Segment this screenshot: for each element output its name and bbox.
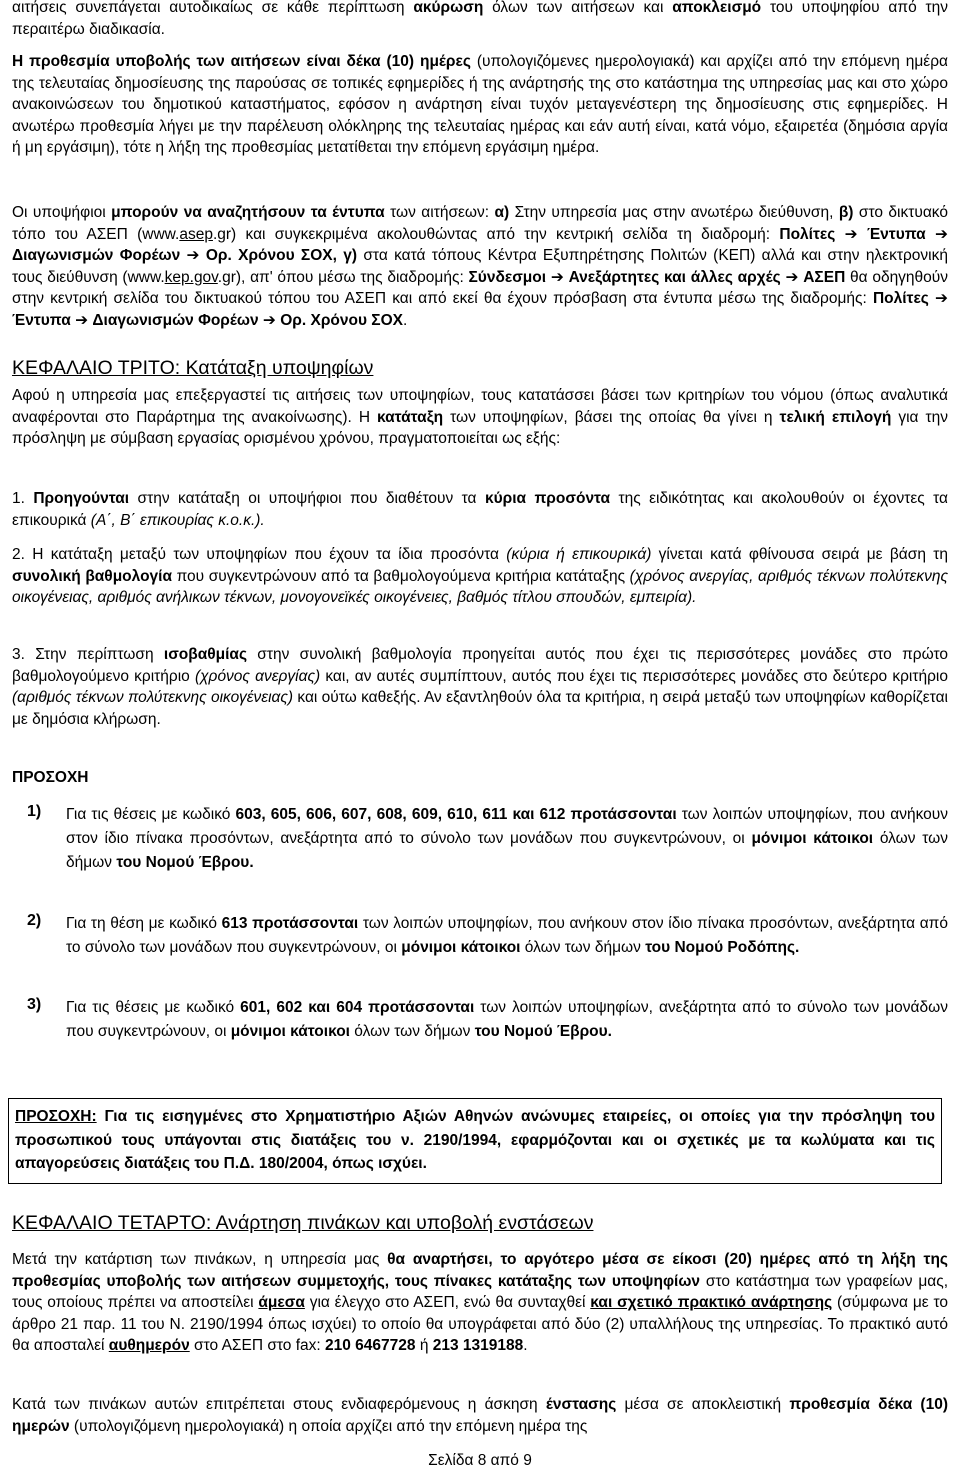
page-number: Σελίδα 8 από 9 xyxy=(428,1452,532,1469)
text: στην συνολική βαθμολογία προηγείται αυτός που έχει τις περισσότερες μονάδες στο πρώτο βαθμολογούμενο κριτήριο xyxy=(12,646,948,685)
bold-text: Διαγωνισμών Φορέων xyxy=(12,247,181,264)
bold-text: ένστασης xyxy=(545,1396,617,1413)
text: (υπολογιζόμενη ημερολογιακά) η οποία αρχίζει από την επόμενη ημέρα της xyxy=(69,1417,588,1435)
priority-item-text xyxy=(66,996,948,1044)
bold-text: Ορ. Χρόνου ΣΟΧ, γ) xyxy=(205,247,358,264)
text: όλων των αιτήσεων και xyxy=(483,0,673,16)
text: των αιτήσεων: xyxy=(384,204,495,221)
ranking-item-1 xyxy=(12,488,948,531)
arrow-icon: ➔ xyxy=(844,225,858,243)
bold-text: Έντυπα xyxy=(866,225,926,243)
bold-text: 213 1319188 xyxy=(432,1337,524,1354)
italic-text: (χρόνος ανεργίας) xyxy=(194,667,321,685)
underlined-text: αυθημερόν xyxy=(108,1337,190,1354)
bold-text: Η προθεσμία υποβολής των αιτήσεων είναι δέκα (10) ημέρες xyxy=(12,53,471,70)
bold-text: μπορούν να αναζητήσουν τα έντυπα xyxy=(111,204,385,221)
text: και ούτω καθεξής. Αν εξαντληθούν όλα τα κριτήρια, η σειρά μεταξύ των υποψηφίων καθορίζεται με δημόσια κλήρωση. xyxy=(12,689,948,728)
text: Οι υποψήφιοι xyxy=(12,204,112,221)
bold-text: τελική επιλογή xyxy=(779,408,892,426)
list-number: 2) xyxy=(27,912,42,929)
text: .gr), απ' όπου μέσω της διαδρομής: xyxy=(217,268,469,286)
text: Κατά των πινάκων αυτών επιτρέπεται στους ενδιαφερόμενους η άσκηση xyxy=(12,1396,546,1413)
ranking-item-3 xyxy=(12,644,948,730)
text: μέσα σε αποκλειστική xyxy=(616,1396,790,1413)
chapter-4-heading: ΚΕΦΑΛΑΙΟ ΤΕΤΑΡΤΟ: Ανάρτηση πινάκων και υποβολή ενστάσεων xyxy=(12,1212,594,1234)
text: για την πρόσληψη με σύμβαση εργασίας ορισμένου χρόνου, πραγματοποιείται ως εξής: xyxy=(12,408,948,447)
arrow-icon: ➔ xyxy=(550,268,564,286)
text: της ειδικότητας και ακολουθούν οι έχοντες τα επικουρικά xyxy=(12,490,948,529)
text: Για τις θέσεις με κωδικό xyxy=(66,999,241,1016)
text: θα οδηγηθούν στην κεντρική σελίδα του δικτυακού τόπου του ΑΣΕΠ και από εκεί θα έχουν πρόσβαση στα έντυπα μέσω της διαδρομής: xyxy=(12,268,949,307)
bold-text: Έντυπα xyxy=(12,311,71,329)
priority-item-text xyxy=(66,803,948,875)
paragraph-cancellation xyxy=(12,0,948,40)
text: Για τις εισηγμένες στο Χρηματιστήριο Αξιών Αθηνών ανώνυμες εταιρείες, οι οποίες για την πρόσληψη του προσωπικού τους υπάγονται στις διατάξεις του ν. 2190/1994, εφαρμόζονται και οι σχετικές με τα κωλύματα και τις απαγορεύσεις διατάξεις του Π.Δ. 180/2004, όπως ισχύει. xyxy=(15,1108,935,1172)
bold-text: του Νομού Έβρου. xyxy=(116,854,254,871)
arrow-icon: ➔ xyxy=(262,311,276,329)
notice-text xyxy=(15,1105,935,1176)
underlined-text: asep xyxy=(179,225,213,243)
text: που συγκεντρώνουν από τα βαθμολογούμενα κριτήρια κατάταξης xyxy=(172,567,630,585)
list-number: 1) xyxy=(27,803,42,820)
text: Για τις θέσεις με κωδικό xyxy=(66,806,236,823)
bold-text: 601, 602 και 604 προτάσσονται xyxy=(240,999,475,1016)
bold-text: Πολίτες xyxy=(779,225,836,243)
arrow-icon: ➔ xyxy=(785,268,799,286)
bold-text: ΑΣΕΠ xyxy=(803,268,846,286)
bold-text: Ανεξάρτητες και άλλες αρχές xyxy=(568,268,781,286)
list-number: 3) xyxy=(27,996,42,1013)
text: .gr) και συγκεκριμένα ακολουθώντας από την κεντρική σελίδα τη διαδρομή: xyxy=(212,225,780,243)
text: 2. Η κατάταξη μεταξύ των υποψηφίων που έχουν τα ίδια προσόντα xyxy=(12,546,507,563)
arrow-icon: ➔ xyxy=(186,247,200,264)
text: στην κατάταξη οι υποψήφιοι που διαθέτουν τα xyxy=(129,490,485,507)
paragraph-deadline xyxy=(12,51,948,159)
italic-text: (Α΄, Β΄ επικουρίας κ.ο.κ.). xyxy=(90,511,265,529)
priority-item-3 xyxy=(12,996,948,1044)
text: των λοιπών υποψηφίων, ανεξάρτητα από το σύνολο των μονάδων που συγκεντρώνουν, οι xyxy=(66,999,948,1040)
bold-text: προθεσμία δέκα (10) ημερών xyxy=(12,1396,948,1435)
bold-text: 210 6467728 xyxy=(325,1337,416,1354)
text: και, αν αυτές συμπίπτουν, αυτός που έχει τις περισσότερες μονάδες στο δεύτερο κριτήριο xyxy=(320,667,948,685)
bold-text: ακύρωση xyxy=(413,0,484,16)
bold-text: κύρια προσόντα xyxy=(484,490,611,507)
text: στο ΑΣΕΠ στο fax: xyxy=(189,1337,326,1354)
bold-text: α) xyxy=(494,204,510,221)
text: γίνεται κατά φθίνουσα σειρά με βάση τη xyxy=(651,546,949,563)
bold-text: β) xyxy=(838,204,854,221)
bold-text: συνολική βαθμολογία xyxy=(12,567,172,585)
text: (υπολογιζόμενες ημερολογιακά) και αρχίζει από την επόμενη ημέρα της τελευταίας δημοσίευσης της παρούσας σε τοπικές εφημερίδες ή της ανάρτησής της στο κατάστημα της υπηρεσίας μας και στο χώρο ανακοινώσεων του δημοτικού καταστήματος, εφόσον η ανάρτηση είναι τυχόν μεταγενέστερη της δημοσίευσης στις εφημερίδες. Η ανωτέρω προθεσμία λήγει με την παρέλευση ολόκληρης της τελευταίας ημέρας και εάν αυτή είναι, κατά νόμο, εξαιρετέα (δημόσια αργία ή μη εργάσιμη), τότε η λήξη της προθεσμίας μετατίθεται την επόμενη εργάσιμη ημέρα. xyxy=(12,53,948,156)
text: (σύμφωνα με το άρθρο 21 παρ. 11 του Ν. 2190/1994 όπως ισχύει) το οποίο θα υπογράφεται από δύο (2) υπαλλήλους της υπηρεσίας. Το πρακτικό αυτό θα αποσταλεί xyxy=(12,1294,948,1354)
text: ή xyxy=(415,1337,433,1354)
arrow-icon: ➔ xyxy=(75,311,89,329)
underlined-text: ΠΡΟΣΟΧΗ: xyxy=(15,1108,97,1125)
text: του υποψηφίου από την περαιτέρω διαδικασία. xyxy=(12,0,948,38)
paragraph-objections xyxy=(12,1394,948,1437)
bold-text: ΠΡΟΣΟΧΗ xyxy=(12,769,89,786)
arrow-icon: ➔ xyxy=(935,290,948,307)
bold-text: μόνιμοι κάτοικοι xyxy=(230,1023,350,1040)
priority-item-1 xyxy=(12,803,948,875)
text: των λοιπών υποψηφίων, που ανήκουν στον ίδιο πίνακα προσόντων, ανεξάρτητα από το σύνολο των μονάδων που συγκεντρώνουν, οι xyxy=(66,915,948,956)
text: 3. Στην περίπτωση xyxy=(12,646,164,663)
text: αιτήσεις συνεπάγεται αυτοδικαίως σε κάθε περίπτωση xyxy=(12,0,414,16)
bold-text: Σύνδεσμοι xyxy=(468,268,547,286)
text: . xyxy=(403,311,408,329)
priority-item-2 xyxy=(12,912,948,960)
bold-text: 613 προτάσσονται xyxy=(221,915,359,932)
text: Μετά την κατάρτιση των πινάκων, η υπηρεσία μας xyxy=(12,1251,388,1268)
bold-text: 603, 605, 606, 607, 608, 609, 610, 611 και 612 προτάσσονται xyxy=(235,806,677,823)
prosoxi-label xyxy=(12,767,88,789)
text: Αφού η υπηρεσία μας επεξεργαστεί τις αιτήσεις των υποψηφίων, τους κατατάσσει βάσει των κριτηρίων του νόμου (όπως αναλυτικά αναφέρονται στο Παράρτημα της ανακοίνωσης). Η xyxy=(12,387,948,426)
text: για έλεγχο στο ΑΣΕΠ, ενώ θα συνταχθεί xyxy=(304,1294,591,1311)
bold-text: Ορ. Χρόνου ΣΟΧ xyxy=(280,311,403,329)
bold-text: Διαγωνισμών Φορέων xyxy=(92,311,259,329)
text: στο κατάστημα των γραφείων μας, τους οποίους πρέπει να αποστείλει xyxy=(12,1272,949,1311)
text: των λοιπών υποψηφίων, που ανήκουν στον ίδιο πίνακα προσόντων, ανεξάρτητα από το σύνολο των μονάδων που συγκεντρώνουν, οι xyxy=(66,806,948,847)
text: . xyxy=(523,1337,528,1354)
text: Για τη θέση με κωδικό xyxy=(66,915,222,932)
bold-text: του Νομού Έβρου. xyxy=(474,1023,612,1040)
arrow-icon: ➔ xyxy=(935,225,948,243)
paragraph-forms xyxy=(12,202,948,331)
italic-text: (αριθμός τέκνων πολύτεκνης οικογένειας) xyxy=(12,689,294,706)
chapter-3-heading: ΚΕΦΑΛΑΙΟ ΤΡΙΤΟ: Κατάταξη υποψηφίων xyxy=(12,357,374,379)
underlined-text: και σχετικό πρακτικό ανάρτησης xyxy=(590,1294,833,1311)
bold-text: αποκλεισμό xyxy=(672,0,762,16)
underlined-text: kep.gov xyxy=(164,268,218,286)
bold-text: Προηγούνται xyxy=(33,490,130,507)
text: 1. xyxy=(12,490,34,507)
italic-text: (κύρια ή επικουρικά) xyxy=(506,546,652,563)
text: Στην υπηρεσία μας στην ανωτέρω διεύθυνση, xyxy=(509,204,839,221)
text: όλων των δήμων xyxy=(66,830,949,871)
paragraph-tables-posting xyxy=(12,1249,948,1357)
ranking-item-2 xyxy=(12,544,948,609)
text: των υποψηφίων, βάσει της οποίας θα γίνει η xyxy=(443,408,780,426)
bold-text: του Νομού Ροδόπης. xyxy=(645,939,800,956)
bold-text: Πολίτες xyxy=(872,290,929,307)
bold-text: κατάταξη xyxy=(377,408,444,426)
text: όλων των δήμων xyxy=(349,1023,475,1040)
bold-text: ισοβαθμίας xyxy=(163,646,248,663)
bold-text: θα αναρτήσει, το αργότερο μέσα σε είκοσι (20) ημέρες από τη λήξη της προθεσμίας υποβολής των αιτήσεων συμμετοχής, τους πίνακες κατάταξης των υποψηφίων xyxy=(12,1251,948,1290)
underlined-text: άμεσα xyxy=(258,1294,305,1311)
notice-box xyxy=(8,1098,942,1184)
text: στα κατά τόπους Κέντρα Εξυπηρέτησης Πολιτών (ΚΕΠ) αλλά και στην ηλεκτρονική τους διεύθυνση (www. xyxy=(12,247,948,286)
priority-item-text xyxy=(66,912,948,960)
italic-text: (χρόνος ανεργίας, αριθμός τέκνων πολύτεκνης οικογένειας, αριθμός ανήλικων τέκνων, μονογονεϊκές οικογένειες, βαθμός τίτλου σπουδών, εμπειρία). xyxy=(12,567,948,606)
text: στο δικτυακό τόπο του ΑΣΕΠ (www. xyxy=(12,204,948,243)
paragraph-ranking-intro xyxy=(12,385,948,450)
bold-text: μόνιμοι κάτοικοι xyxy=(751,830,874,847)
bold-text: μόνιμοι κάτοικοι xyxy=(401,939,521,956)
text: όλων των δήμων xyxy=(520,939,646,956)
